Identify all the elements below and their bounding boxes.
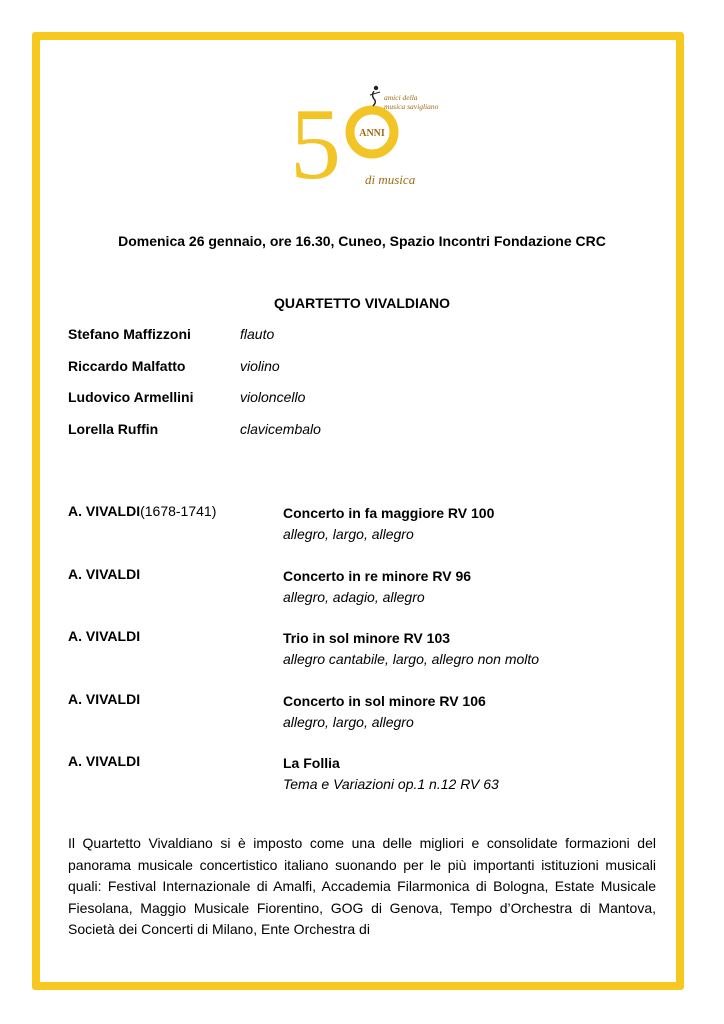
composer-name: A. VIVALDI <box>68 690 141 707</box>
composer-name: A. VIVALDI <box>68 628 141 644</box>
performer-instrument: violino <box>240 357 280 374</box>
logo <box>290 80 450 190</box>
composer-years: (1678-1741) <box>140 503 217 519</box>
logo-org-line1: amici della <box>384 93 418 102</box>
composer-name: A. VIVALDI <box>68 565 141 582</box>
program-work <box>283 753 653 795</box>
performer-instrument: flauto <box>240 326 275 342</box>
logo-org-line2: musica savigliano <box>384 102 439 111</box>
performer-name: Lorella Ruffin <box>68 420 159 437</box>
work-title: Concerto in sol minore RV 106 <box>283 692 486 709</box>
program-composer <box>68 753 140 769</box>
program-composer <box>68 503 216 519</box>
program-work <box>283 691 653 733</box>
work-movements: allegro, largo, allegro <box>283 713 414 730</box>
program-item <box>68 628 648 691</box>
musician-icon <box>370 86 380 106</box>
performer-instrument: clavicembalo <box>240 420 321 437</box>
program-list <box>68 503 648 816</box>
work-title: La Follia <box>283 755 340 771</box>
performer-name: Ludovico Armellini <box>68 389 194 405</box>
composer-name: A. VIVALDI <box>68 503 141 519</box>
ensemble-title: QUARTETTO VIVALDIANO <box>273 295 451 311</box>
program-composer <box>68 566 140 582</box>
work-movements: allegro, largo, allegro <box>283 526 414 542</box>
ensemble-bio: Il Quartetto Vivaldiano si è imposto come una delle migliori e consolidate formazioni del panorama musicale concertistico italiano suonando per le più importanti istituzioni musicali quali: Festival Internazionale di Amalfi, Accademia Filarmonica di Bologna, Estate Musicale Fiesolana, Maggio Musicale Fiorentino, GOG di Genova, Tempo d’Orchestra di Mantova, Società dei Concerti di Milano, Ente Orchestra di <box>68 835 656 937</box>
work-movements: Tema e Variazioni op.1 n.12 RV 63 <box>283 776 499 792</box>
program-work <box>283 566 653 608</box>
program-item <box>68 691 648 754</box>
program-item <box>68 566 648 629</box>
performer-instrument: violoncello <box>240 389 306 405</box>
program-work <box>283 503 653 545</box>
program-work <box>283 628 653 670</box>
logo-tagline: di musica <box>365 172 416 187</box>
work-title: Concerto in fa maggiore RV 100 <box>283 505 495 521</box>
program-composer <box>68 628 140 644</box>
performer-row <box>68 421 628 453</box>
logo-anni: ANNI <box>359 128 385 139</box>
logo-graphic <box>290 80 450 190</box>
composer-name: A. VIVALDI <box>68 753 141 769</box>
work-title: Trio in sol minore RV 103 <box>283 630 451 646</box>
performer-row <box>68 358 628 390</box>
performer-row <box>68 389 628 421</box>
performer-name: Stefano Maffizzoni <box>68 326 191 342</box>
logo-number: 5 <box>290 88 341 190</box>
performer-name: Riccardo Malfatto <box>68 357 186 374</box>
performer-list <box>68 326 628 452</box>
program-item <box>68 503 648 566</box>
work-movements: allegro cantabile, largo, allegro non molto <box>283 651 540 667</box>
program-item <box>68 753 648 816</box>
work-title: Concerto in re minore RV 96 <box>283 567 472 584</box>
program-composer <box>68 691 140 707</box>
performer-row <box>68 326 628 358</box>
work-movements: allegro, adagio, allegro <box>283 588 425 605</box>
event-datetime-venue: Domenica 26 gennaio, ore 16.30, Cuneo, Spazio Incontri Fondazione CRC <box>118 233 606 249</box>
